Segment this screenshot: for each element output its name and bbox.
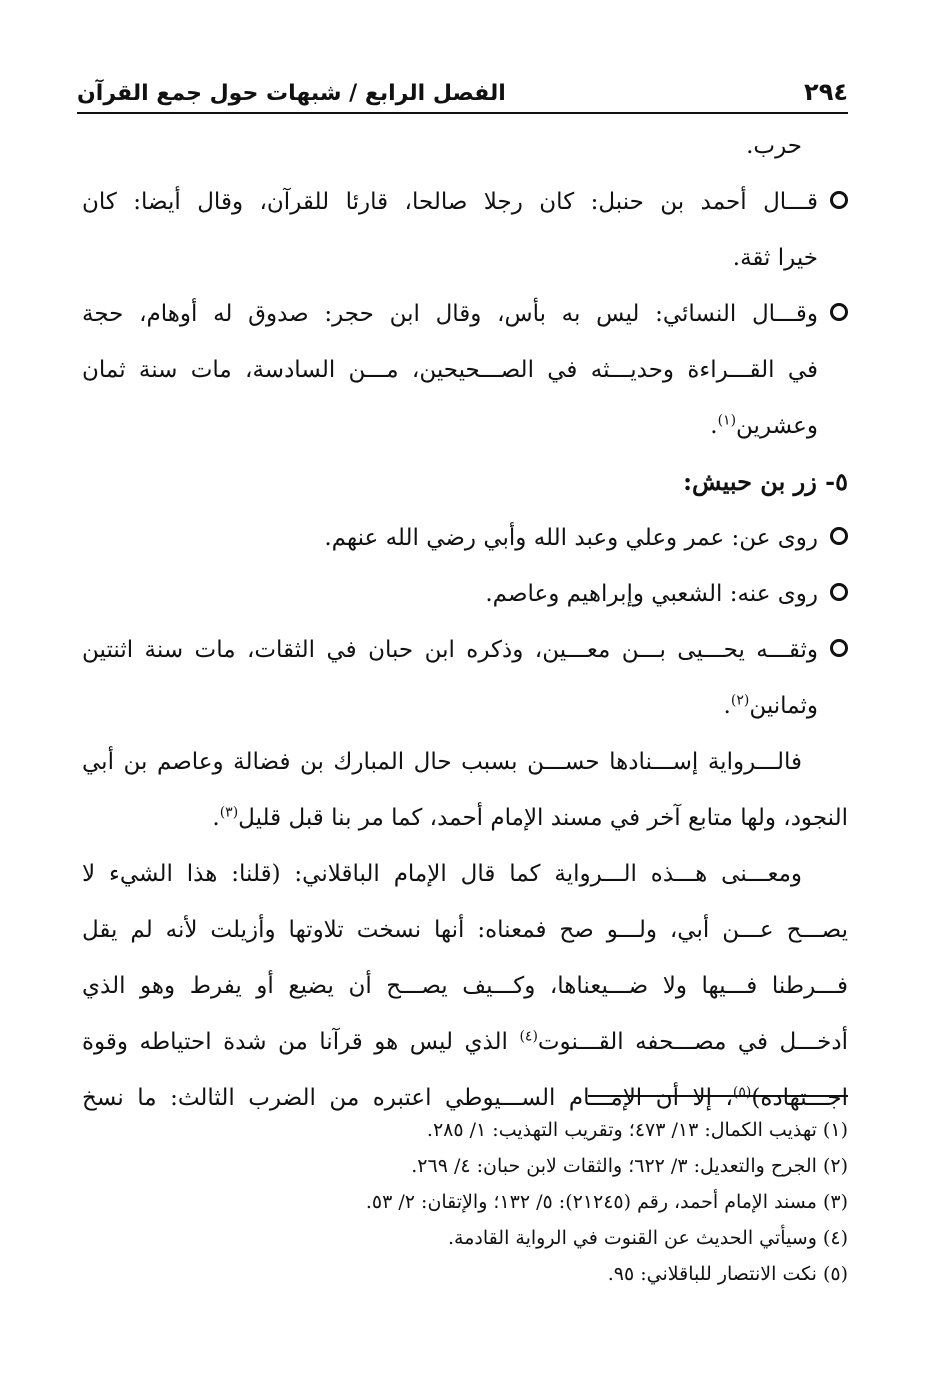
page-header: [77, 66, 848, 114]
text-line: روى عن: عمر وعلي وعبد الله وأبي رضي الله عنهم.: [324, 525, 818, 551]
text-span: اجـــتهاده): [751, 1085, 848, 1111]
text-span: وثمانين: [749, 693, 818, 719]
circle-bullet-icon: [830, 583, 848, 601]
text-span: وعشرين: [736, 413, 818, 439]
text-line: فالـــرواية إســـنادها حســـن بسبب حال المبارك بن فضالة وعاصم بن أبي: [82, 749, 802, 775]
page-number: ٢٩٤: [804, 78, 848, 106]
text-line: حرب.: [746, 133, 802, 159]
footnotes: [120, 1112, 848, 1292]
text-span: النجود، ولها متابع آخر في مسند الإمام أحمد، كما مر بنا قبل قليل: [238, 805, 848, 831]
main-text: [82, 118, 848, 1126]
text-line: وثمانين$^{(٢)}$.: [723, 692, 818, 719]
text-line: في القـــراءة وحديـــثه في الصـــحيحين، مـــن السادسة، مات سنة ثمان: [82, 357, 818, 383]
bullet-text: [82, 510, 818, 566]
text-line: يصـــح عـــن أبي، ولـــو صح فمعناه: أنها نسخت تلاوتها وأزيلت لأنه لم يقل: [82, 917, 848, 943]
text-span: أدخـــل في مصـــحفه القـــنوت: [537, 1029, 848, 1055]
bullet-text: [82, 174, 818, 286]
footnote-divider: [588, 1095, 848, 1097]
text-line: قـــال أحمد بن حنبل: كان رجلا صالحا، قارئا للقرآن، وقال أيضا: كان: [82, 189, 818, 215]
paragraph: [82, 846, 848, 1126]
bullet-item: [82, 174, 848, 286]
footnote: (٢) الجرح والتعديل: ٣/ ٦٢٢؛ والثقات لابن حبان: ٤/ ٢٦٩.: [411, 1155, 848, 1177]
footnote-ref: (٤): [519, 1028, 538, 1045]
footnote-ref: (٣): [219, 804, 239, 821]
text-span: ، إلا أن الإمـــام الســـيوطي اعتبره من الضرب الثالث: ما نسخ: [82, 1085, 733, 1111]
text-line: وعشرين$^{(١)}$.: [710, 412, 818, 439]
footnote-ref: (١): [717, 412, 737, 429]
text-line: ومعـــنى هـــذه الـــرواية كما قال الإمام الباقلاني: (قلنا: هذا الشيء لا: [82, 861, 802, 887]
bullet-item: [82, 566, 848, 622]
text-line: وثقـــه يحـــيى بـــن معـــين، وذكره ابن حبان في الثقات، مات سنة اثنتين: [82, 637, 818, 663]
bullet-text: [82, 622, 818, 734]
text-line: فـــرطنا فـــيها ولا ضـــيعناها، وكـــيف يصـــح أن يضيع أو يفرط وهو الذي: [82, 973, 848, 999]
paragraph: [82, 734, 848, 846]
section-heading: ٥- زر بن حبيش:: [683, 467, 848, 496]
bullet-text: [82, 566, 818, 622]
text-line: [82, 1014, 848, 1070]
footnote: (٣) مسند الإمام أحمد، رقم (٢١٢٤٥): ٥/ ١٣٢؛ والإتقان: ٢/ ٥٣.: [365, 1191, 848, 1213]
text-line: خيرا ثقة.: [732, 245, 818, 271]
footnote: (٤) وسيأتي الحديث عن القنوت في الرواية القادمة.: [448, 1227, 848, 1249]
circle-bullet-icon: [830, 303, 848, 321]
circle-bullet-icon: [830, 639, 848, 657]
bullet-item: [82, 286, 848, 454]
text-line: وقـــال النسائي: ليس به بأس، وقال ابن حجر: صدوق له أوهام، حجة: [82, 301, 818, 327]
text-line: النجود، ولها متابع آخر في مسند الإمام أحمد، كما مر بنا قبل قليل$^{(٣)}$.: [212, 804, 848, 831]
bullet-text: [82, 286, 818, 454]
footnote-ref: (٥): [732, 1084, 752, 1101]
text-span: الذي ليس هو قرآنا من شدة احتياطه وقوة: [82, 1029, 520, 1055]
circle-bullet-icon: [830, 527, 848, 545]
bullet-item: [82, 510, 848, 566]
text-line: روى عنه: الشعبي وإبراهيم وعاصم.: [485, 581, 818, 607]
footnote: (٥) نكت الانتصار للباقلاني: ٩٥.: [607, 1263, 848, 1285]
bullet-item: [82, 622, 848, 734]
running-title: الفصل الرابع / شبهات حول جمع القرآن: [77, 81, 506, 106]
footnote: (١) تهذيب الكمال: ١٣/ ٤٧٣؛ وتقريب التهذيب: ١/ ٢٨٥.: [426, 1119, 848, 1141]
footnote-ref: (٢): [730, 692, 750, 709]
circle-bullet-icon: [830, 191, 848, 209]
